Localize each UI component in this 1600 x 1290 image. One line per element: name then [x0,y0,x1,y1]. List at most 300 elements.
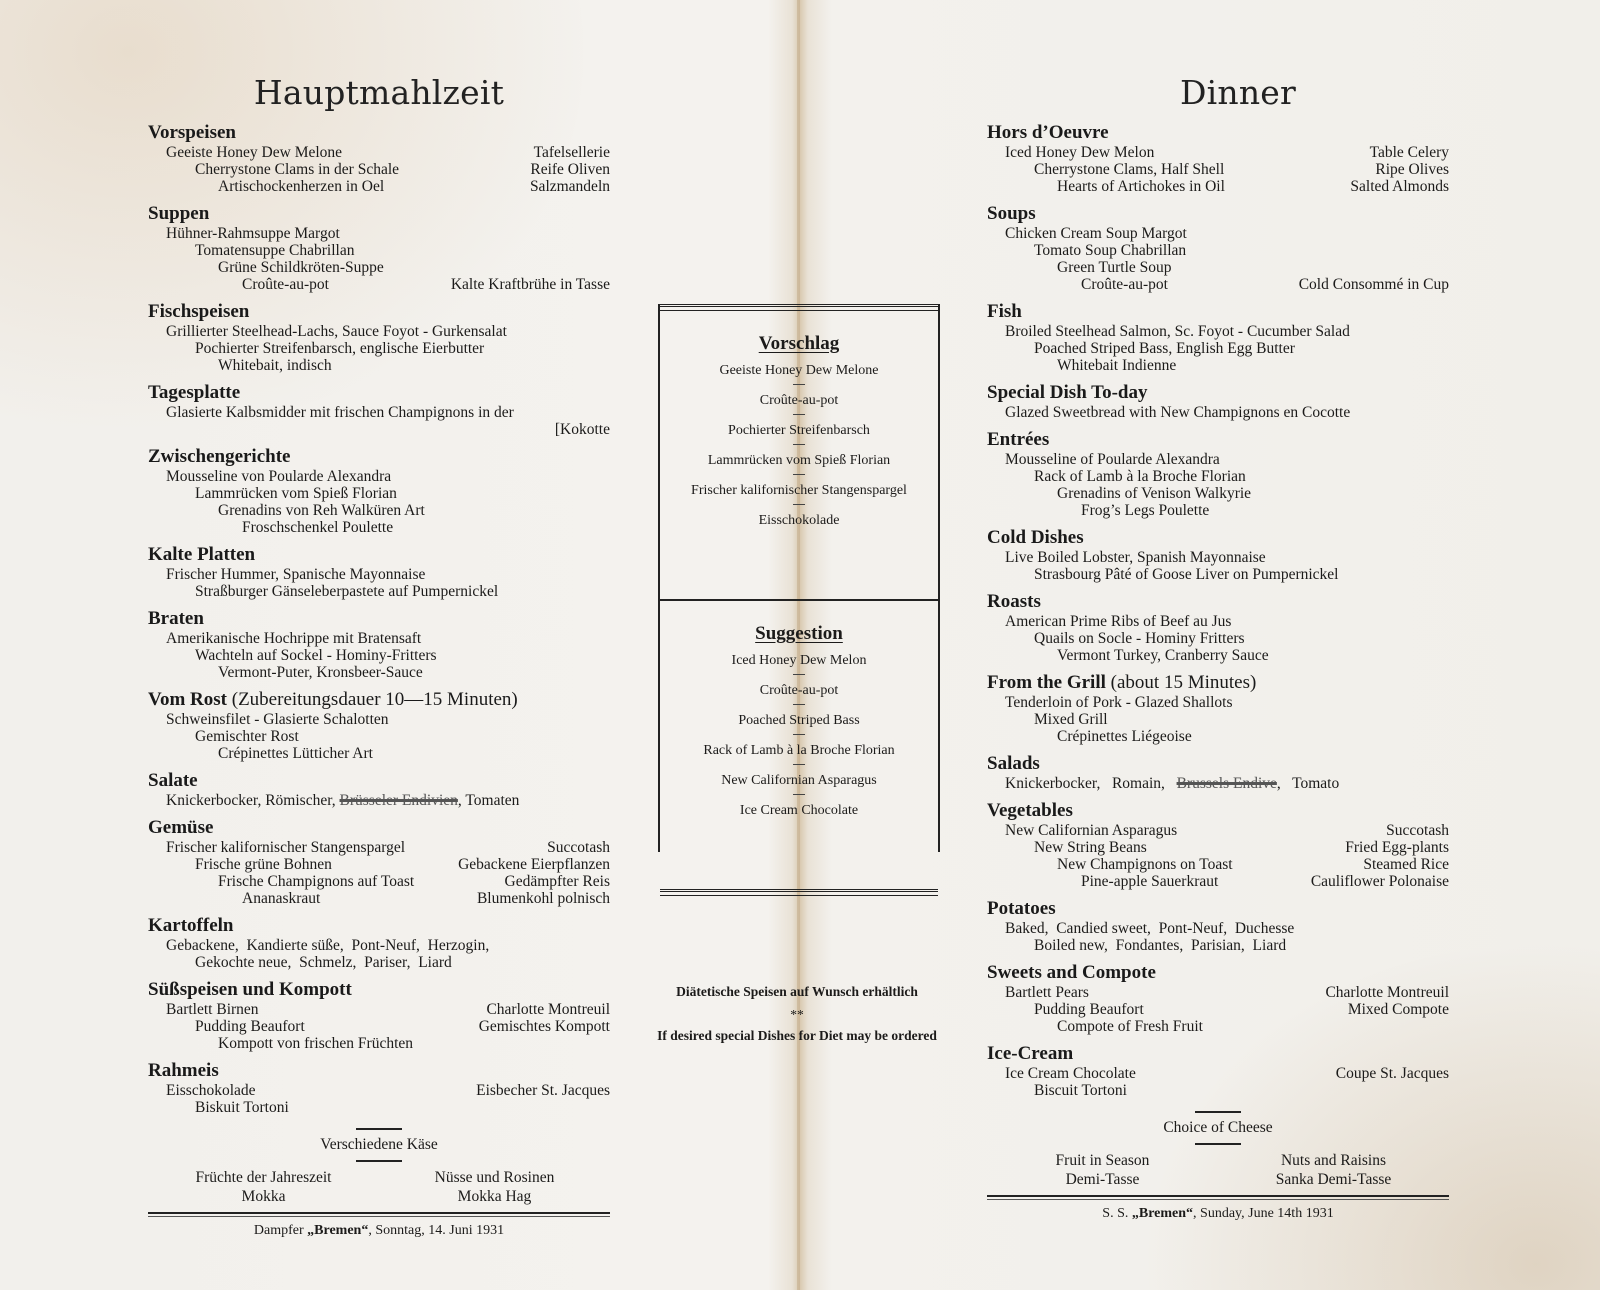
menu-item: Tomatensuppe Chabrillan [195,242,355,259]
menu-row [987,259,1449,276]
menu-item-right: Gemischtes Kompott [478,1018,610,1035]
english-sections [987,122,1449,1105]
menu-item: Bartlett Pears [1005,984,1089,1001]
course-separator [793,504,805,505]
course-separator [793,734,805,735]
section-title: Roasts [987,591,1041,612]
menu-item-right: Blumenkohl polnisch [476,890,610,907]
menu-row [987,323,1449,340]
menu-item-right: Cauliflower Polonaise [1310,873,1449,890]
menu-item-right: Coupe St. Jacques [1335,1065,1449,1082]
menu-item: Gekochte neue, Schmelz, Pariser, Liard [195,954,452,971]
menu-item: Hühner-Rahmsuppe Margot [166,225,340,242]
menu-item-right: [Kokotte [554,421,610,438]
section-title: Salate [148,770,198,791]
menu-row [148,583,610,600]
menu-row [148,421,610,438]
menu-row [987,276,1449,293]
menu-item: Wachteln auf Sockel - Hominy-Fritters [195,647,437,664]
box-bottom-rule [660,889,938,896]
menu-section [987,527,1449,589]
menu-item-right: Charlotte Montreuil [1325,984,1449,1001]
menu-row [148,225,610,242]
menu-section [148,915,610,977]
menu-item-right: Salted Almonds [1350,178,1449,195]
section-note: (about 15 Minutes) [1110,672,1257,693]
spacer [148,1116,610,1122]
menu-item-right: Gedämpfter Reis [504,873,610,890]
menu-section [987,753,1449,798]
box-middle-rule [660,599,938,601]
menu-row [987,856,1449,873]
menu-section [148,301,610,380]
course-item: New Californian Asparagus [721,773,877,788]
section-title: Vorspeisen [148,122,236,143]
spacer [987,583,1449,589]
menu-item: Quails on Socle - Hominy Fritters [1034,630,1245,647]
menu-item-right: Ripe Olives [1375,161,1449,178]
menu-item: Schweinsfilet - Glasierte Schalotten [166,711,389,728]
menu-item: Whitebait, indisch [218,357,332,374]
course-item: Poached Striped Bass [738,713,860,728]
menu-row [148,792,610,809]
section-heading [148,817,610,839]
menu-row [987,144,1449,161]
menu-section [148,608,610,687]
menu-row [148,1018,610,1035]
menu-section [987,800,1449,896]
menu-item-right: Salzmandeln [529,178,610,195]
final-item: Demi-Tasse [1065,1171,1140,1188]
menu-item: Tomato Soup Chabrillan [1034,242,1187,259]
course-item: Lammrücken vom Spieß Florian [707,453,891,468]
section-title: Zwischengerichte [148,446,291,467]
section-heading [987,122,1449,144]
menu-item: Vermont-Puter, Kronsbeer-Sauce [218,664,423,681]
menu-row [987,485,1449,502]
section-title: Süßspeisen und Kompott [148,979,352,1000]
spacer [987,293,1449,299]
german-cheese: Verschiedene Käse [320,1136,438,1153]
final-item: Mokka [241,1188,286,1205]
menu-row [987,1065,1449,1082]
menu-item: Froschschenkel Poulette [242,519,394,536]
menu-row [987,1018,1449,1035]
menu-item: Boiled new, Fondantes, Parisian, Liard [1034,937,1287,954]
menu-row [148,468,610,485]
footer-date: , Sunday, June 14th 1931 [1193,1206,1334,1221]
spacer [148,293,610,299]
menu-row [987,225,1449,242]
section-heading [148,301,610,323]
menu-item: Ananaskraut [242,890,321,907]
menu-item: New String Beans [1034,839,1147,856]
menu-section [148,689,610,768]
diet-note-german: Diätetische Speisen auf Wunsch erhältlich [676,984,918,999]
menu-item: Gebackene, Kandierte süße, Pont-Neuf, Herzogin, [166,937,490,954]
section-title: Suppen [148,203,210,224]
menu-section [987,203,1449,299]
vorschlag-courses [660,363,938,529]
menu-item: Biscuit Tortoni [1034,1082,1127,1099]
section-heading [987,800,1449,822]
menu-item-right: Mixed Compote [1347,1001,1449,1018]
section-heading [987,203,1449,225]
final-item: Fruit in Season [1055,1152,1150,1169]
menu-item: Lammrücken vom Spieß Florian [195,485,397,502]
menu-item-right: Fried Egg-plants [1345,839,1449,856]
spacer [987,1099,1449,1105]
menu-item: Crépinettes Liégeoise [1057,728,1192,745]
menu-item: Green Turtle Soup [1057,259,1172,276]
divider [1195,1143,1241,1145]
menu-section [148,979,610,1058]
menu-row [987,340,1449,357]
section-title: Entrées [987,429,1050,450]
spacer [148,971,610,977]
menu-row [148,259,610,276]
menu-item: American Prime Ribs of Beef au Jus [1005,613,1232,630]
menu-row [148,502,610,519]
spacer [148,681,610,687]
course-separator [793,674,805,675]
stars-divider: ** [790,1007,804,1022]
menu-row [148,1099,610,1116]
menu-item: Mousseline von Poularde Alexandra [166,468,392,485]
course-separator [793,414,805,415]
course-separator [793,384,805,385]
course-item: Frischer kalifornischer Stangenspargel [691,483,907,498]
course-item: Eisschokolade [758,513,840,528]
section-heading [148,203,610,225]
section-heading [987,672,1449,694]
menu-item: Amerikanische Hochrippe mit Bratensaft [166,630,422,647]
ship-name: „Bremen“ [1131,1206,1194,1221]
menu-section [987,122,1449,201]
section-title: Special Dish To-day [987,382,1148,403]
spacer [148,762,610,768]
section-heading [148,544,610,566]
menu-item: Straßburger Gänseleberpastete auf Pumpernickel [195,583,499,600]
diet-note [650,983,944,1044]
menu-item: Baked, Candied sweet, Pont-Neuf, Duchesse [1005,920,1295,937]
menu-section [987,301,1449,380]
ship-name: „Bremen“ [307,1223,369,1238]
menu-row [148,357,610,374]
suggestion-courses [660,653,938,819]
spacer [987,745,1449,751]
menu-row [987,502,1449,519]
menu-item: Grenadins of Venison Walkyrie [1057,485,1252,502]
course-separator [793,764,805,765]
menu-item: Frische grüne Bohnen [195,856,332,873]
section-title: Salads [987,753,1040,774]
menu-item: Artischockenherzen in Oel [218,178,385,195]
menu-section [148,446,610,542]
menu-item: Live Boiled Lobster, Spanish Mayonnaise [1005,549,1266,566]
menu-item: Frischer kalifornischer Stangenspargel [166,839,406,856]
section-title: Vom Rost [148,689,227,710]
section-heading [148,915,610,937]
menu-row [987,549,1449,566]
spacer [148,809,610,815]
menu-item-right: Eisbecher St. Jacques [476,1082,610,1099]
menu-row [987,711,1449,728]
menu-row [148,566,610,583]
menu-section [987,1043,1449,1105]
menu-row [987,178,1449,195]
menu-row [987,1082,1449,1099]
menu-item-right: Table Celery [1369,144,1449,161]
section-title: Potatoes [987,898,1056,919]
menu-section [148,382,610,444]
menu-row [148,485,610,502]
menu-item-right: Succotash [547,839,610,856]
menu-row [987,937,1449,954]
menu-row [148,873,610,890]
section-heading [987,753,1449,775]
vorschlag-title: Vorschlag [758,333,840,354]
section-title: Soups [987,203,1036,224]
menu-row [987,822,1449,839]
menu-row [148,839,610,856]
section-title: Rahmeis [148,1060,219,1081]
menu-row [987,873,1449,890]
menu-item [1005,775,1339,792]
menu-row [148,890,610,907]
menu-section [148,203,610,299]
menu-item: Bartlett Birnen [166,1001,259,1018]
menu-row [148,1001,610,1018]
spacer [987,421,1449,427]
section-heading [987,898,1449,920]
course-item: Ice Cream Chocolate [739,803,859,818]
menu-row [987,451,1449,468]
menu-row [148,745,610,762]
menu-row [148,519,610,536]
menu-item: Gemischter Rost [195,728,299,745]
menu-item: Iced Honey Dew Melon [1005,144,1155,161]
section-title: Fischspeisen [148,301,250,322]
menu-section [987,962,1449,1041]
section-title: Ice-Cream [987,1043,1074,1064]
footer-rule [987,1195,1449,1200]
divider [356,1160,402,1162]
menu-item: Biskuit Tortoni [195,1099,289,1116]
divider [356,1128,402,1130]
menu-item: Croûte-au-pot [1081,276,1168,293]
menu-row [987,839,1449,856]
course-separator [793,444,805,445]
menu-row [148,954,610,971]
menu-row [148,937,610,954]
menu-item: Eisschokolade [166,1082,256,1099]
menu-item: Grillierter Steelhead-Lachs, Sauce Foyot - Gurkensalat [166,323,507,340]
spacer [148,907,610,913]
menu-item: Vermont Turkey, Cranberry Sauce [1057,647,1269,664]
spacer [987,664,1449,670]
menu-row [148,728,610,745]
menu-row [148,664,610,681]
section-title: Hors d’Oeuvre [987,122,1109,143]
menu-row [987,161,1449,178]
spacer [987,374,1449,380]
menu-item: New Californian Asparagus [1005,822,1178,839]
menu-row [148,242,610,259]
salad-text: , Tomato [1276,775,1340,792]
spacer [987,195,1449,201]
footer-rule [148,1212,610,1217]
spacer [987,792,1449,798]
english-cheese: Choice of Cheese [1163,1119,1273,1136]
german-footer [148,1223,610,1239]
english-footer [987,1206,1449,1222]
menu-row [987,1001,1449,1018]
menu-row [987,984,1449,1001]
diet-note-english: If desired special Dishes for Diet may be ordered [657,1028,937,1043]
menu-row [987,468,1449,485]
spacer [148,195,610,201]
section-title: Fish [987,301,1022,322]
final-pair-row [987,1170,1449,1189]
spacer [148,438,610,444]
menu-item: Pudding Beaufort [195,1018,305,1035]
menu-row [148,340,610,357]
section-heading [987,382,1449,404]
course-item: Iced Honey Dew Melon [731,653,867,668]
section-title: Sweets and Compote [987,962,1156,983]
final-pair-row [148,1187,610,1206]
divider [1195,1111,1241,1113]
menu-row [987,242,1449,259]
menu-item-right: Steamed Rice [1363,856,1449,873]
final-item: Früchte der Jahreszeit [195,1169,332,1186]
section-title: Kartoffeln [148,915,234,936]
menu-item: Mixed Grill [1034,711,1108,728]
menu-row [148,1035,610,1052]
menu-item: Cherrystone Clams, Half Shell [1034,161,1225,178]
menu-section [148,770,610,815]
vorschlag-panel [660,333,938,599]
menu-row [148,1082,610,1099]
english-menu [987,70,1449,1222]
menu-row [987,694,1449,711]
german-sections [148,122,610,1122]
menu-row [148,711,610,728]
footer-prefix: S. S. [1102,1206,1132,1221]
menu-item: Grenadins von Reh Walküren Art [218,502,425,519]
menu-item-right: Kalte Kraftbrühe in Tasse [450,276,610,293]
menu-item-right: Succotash [1386,822,1449,839]
menu-item: Compote of Fresh Fruit [1057,1018,1203,1035]
course-separator [793,704,805,705]
menu-item: Cherrystone Clams in der Schale [195,161,400,178]
section-heading [987,429,1449,451]
section-heading [148,770,610,792]
final-item: Mokka Hag [457,1188,532,1205]
menu-item: New Champignons on Toast [1057,856,1233,873]
menu-item: Pudding Beaufort [1034,1001,1144,1018]
menu-item: Geeiste Honey Dew Melone [166,144,343,161]
menu-section [987,382,1449,427]
spacer [987,1035,1449,1041]
menu-item: Rack of Lamb à la Broche Florian [1034,468,1246,485]
menu-item: Tenderloin of Pork - Glazed Shallots [1005,694,1233,711]
menu-item: Kompott von frischen Früchten [218,1035,414,1052]
course-separator [793,794,805,795]
salad-text: , Tomaten [457,792,520,809]
menu-item-right: Cold Consommé in Cup [1298,276,1449,293]
menu-row [987,728,1449,745]
menu-row [987,630,1449,647]
menu-row [148,647,610,664]
course-item: Geeiste Honey Dew Melone [719,363,879,378]
section-heading [148,446,610,468]
menu-item-right: Charlotte Montreuil [486,1001,610,1018]
menu-row [148,856,610,873]
section-heading [987,301,1449,323]
section-heading [987,1043,1449,1065]
section-title: From the Grill [987,672,1106,693]
suggestion-box [658,304,940,852]
spacer [987,519,1449,525]
menu-item: Frische Champignons auf Toast [218,873,415,890]
course-item: Croûte-au-pot [759,393,839,408]
menu-item: Pine-apple Sauerkraut [1081,873,1219,890]
suggestion-title: Suggestion [755,623,843,644]
menu-section [987,898,1449,960]
section-title: Tagesplatte [148,382,241,403]
section-heading [987,962,1449,984]
english-title: Dinner [1179,73,1297,112]
menu-section [987,429,1449,525]
section-heading [148,382,610,404]
final-item: Nüsse und Rosinen [434,1169,555,1186]
menu-section [148,817,610,913]
menu-row [148,630,610,647]
menu-item: Broiled Steelhead Salmon, Sc. Foyot - Cucumber Salad [1005,323,1350,340]
course-item: Rack of Lamb à la Broche Florian [703,743,895,758]
menu-section [148,544,610,606]
menu-item: Glasierte Kalbsmidder mit frischen Champignons in der [166,404,514,421]
menu-item-right: Reife Oliven [530,161,610,178]
menu-section [148,122,610,201]
salad-text: Knickerbocker, Romain, [1005,775,1177,792]
menu-section [148,1060,610,1122]
menu-item: Hearts of Artichokes in Oil [1057,178,1225,195]
menu-row [987,357,1449,374]
menu-row [148,144,610,161]
section-heading [148,608,610,630]
spacer [987,890,1449,896]
suggestion-panel [660,623,938,889]
salad-text: Knickerbocker, Römischer, [166,792,340,809]
menu-item-right: Gebackene Eierpflanzen [458,856,610,873]
footer-prefix: Dampfer [253,1223,308,1238]
german-menu [148,70,610,1239]
menu-item: Grüne Schildkröten-Suppe [218,259,384,276]
spacer [148,1052,610,1058]
menu-item: Pochierter Streifenbarsch, englische Eierbutter [195,340,485,357]
menu-row [148,323,610,340]
menu-row [148,404,610,421]
spacer [987,954,1449,960]
menu-row [148,178,610,195]
footer-date: , Sonntag, 14. Juni 1931 [368,1223,505,1238]
struck-out-item: Brüsseler Endivien [339,792,458,809]
course-item: Pochierter Streifenbarsch [728,423,870,438]
german-title: Hauptmahlzeit [253,73,505,112]
